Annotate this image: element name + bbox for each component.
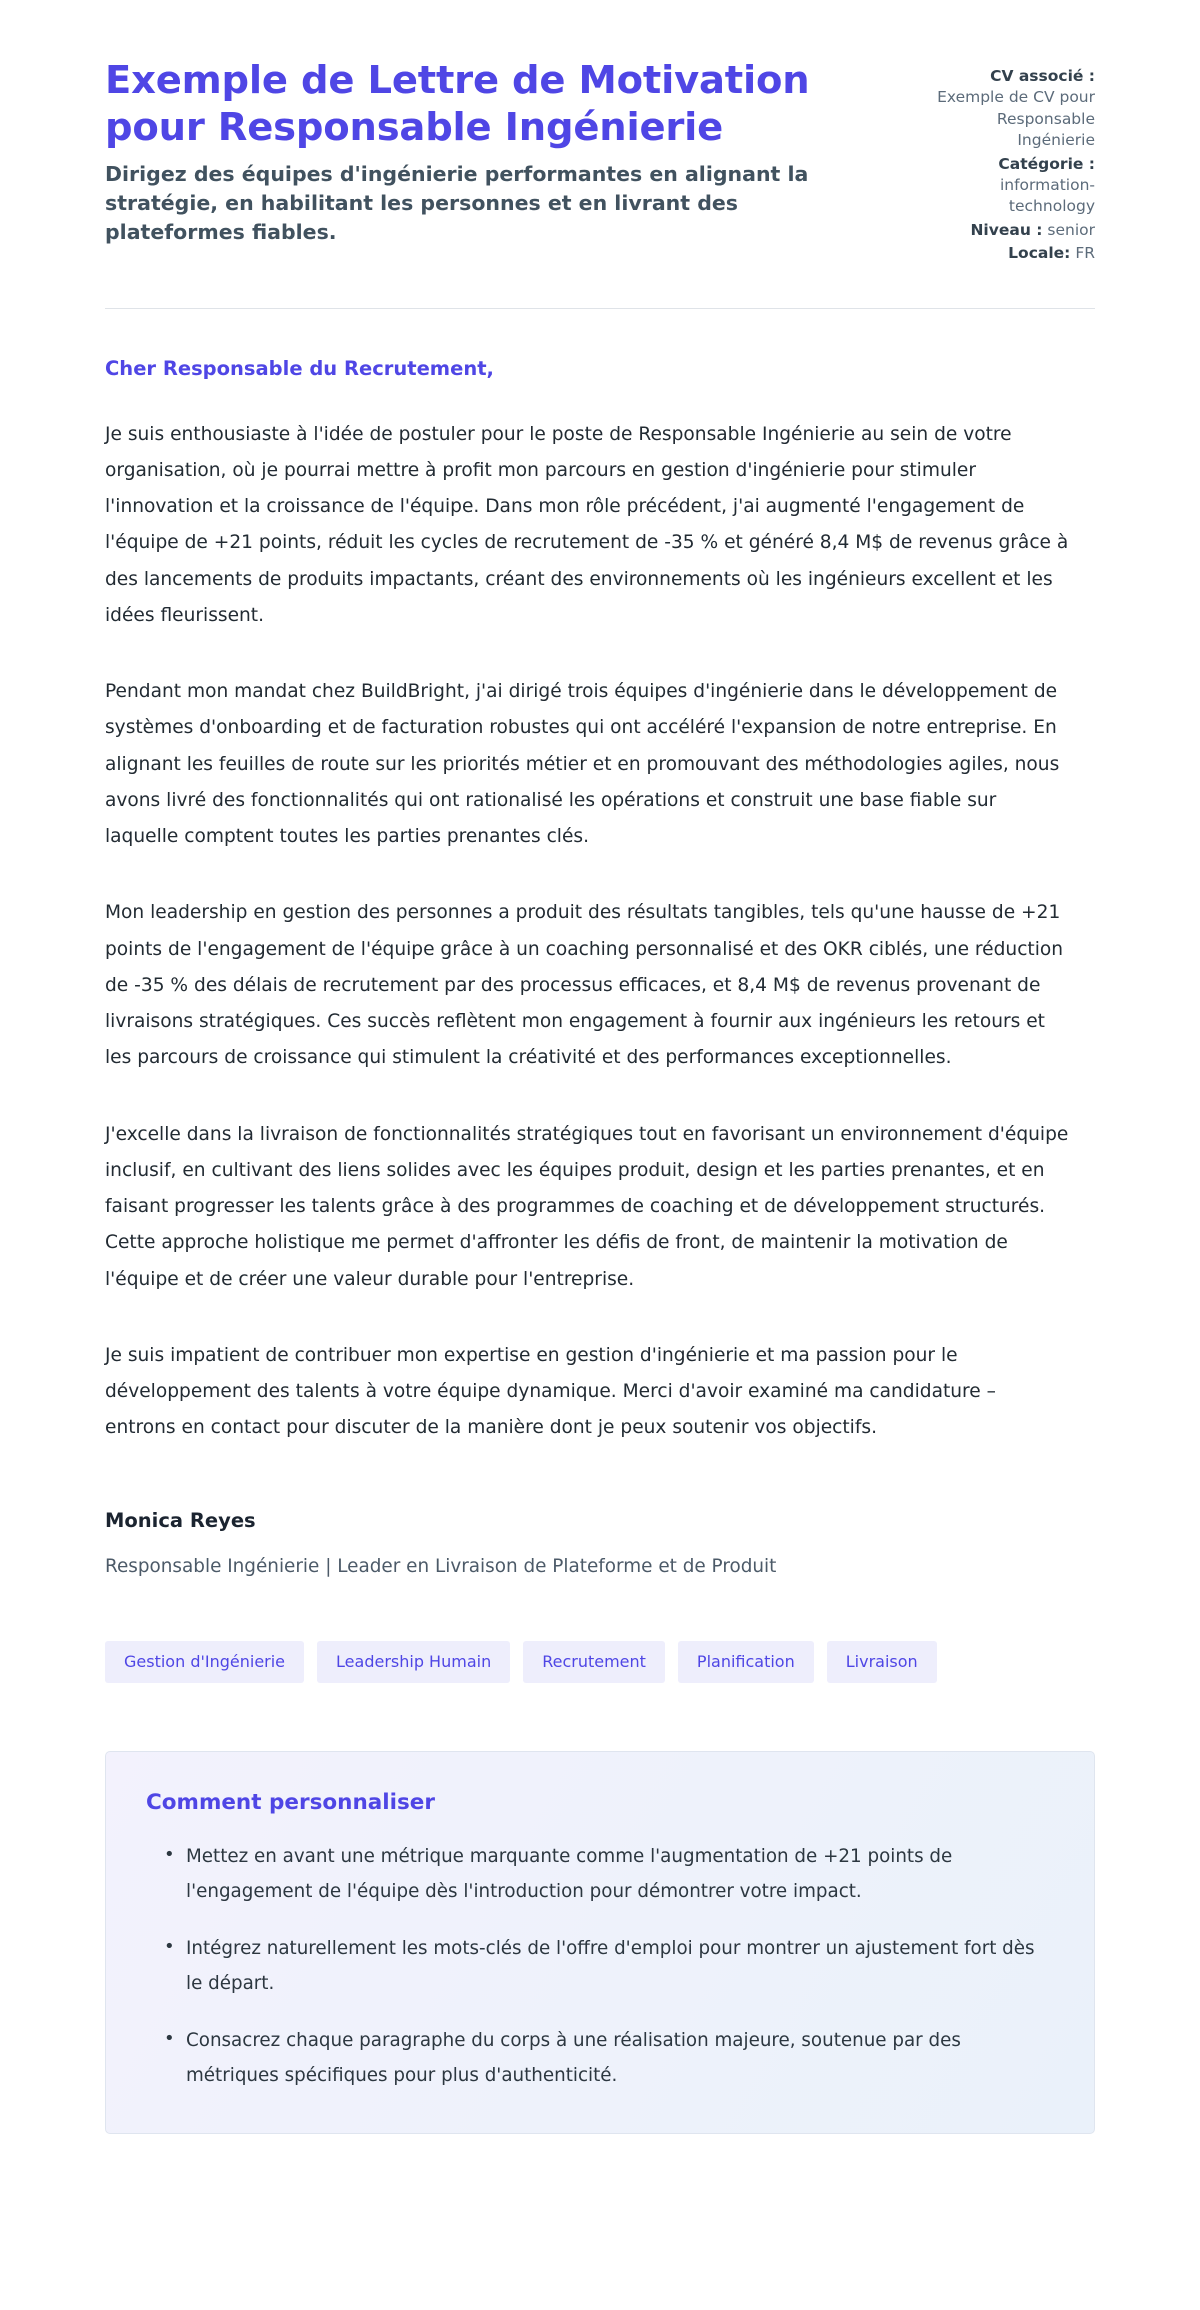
meta-associated-cv-value: Exemple de CV pour Responsable Ingénierie bbox=[937, 88, 1095, 150]
tag-chip[interactable]: Leadership Humain bbox=[317, 1641, 510, 1683]
letter-paragraph: Pendant mon mandat chez BuildBright, j'ai dirigé trois équipes d'ingénierie dans le développement de systèmes d'onboarding et de facturation robustes qui ont accéléré l'expansion de notre entreprise. En alignant les feuilles de route sur les priorités métier et en promouvant des méthodologies agiles, nous avons livré des fonctionnalités qui ont rationalisé les opérations et construit une base fiable sur laquelle comptent toutes les parties prenantes clés. bbox=[105, 681, 1060, 848]
tag-list bbox=[105, 1581, 1095, 1683]
callout-list-item: • Mettez en avant une métrique marquante comme l'augmentation de +21 points de l'engagement de l'équipe dès l'introduction pour démontrer votre impact. bbox=[170, 1839, 1054, 1909]
customization-callout bbox=[105, 1751, 1095, 2135]
meta-associated-cv-label: CV associé : bbox=[990, 67, 1095, 85]
letter-paragraph: Je suis impatient de contribuer mon expertise en gestion d'ingénierie et ma passion pour le développement des talents à votre équipe dynamique. Merci d'avoir examiné ma candidature – entrons en contact pour discuter de la manière dont je peux soutenir vos objectifs. bbox=[105, 1344, 996, 1439]
meta-locale bbox=[935, 243, 1095, 264]
document-header bbox=[105, 40, 1095, 266]
tag-chip[interactable]: Gestion d'Ingénierie bbox=[105, 1641, 304, 1683]
meta-level-label: Niveau : bbox=[970, 220, 1043, 239]
letter-paragraph: Je suis enthousiaste à l'idée de postuler pour le poste de Responsable Ingénierie au sein de votre organisation, où je pourrai mettre à profit mon parcours en gestion d'ingénierie pour stimuler l'innovation et la croissance de l'équipe. Dans mon rôle précédent, j'ai augmenté l'engagement de l'équipe de +21 points, réduit les cycles de recrutement de -35 % et généré 8,4 M$ de revenus grâce à des lancements de produits impactants, créant des environnements où les ingénieurs excellent et les idées fleurissent. bbox=[105, 423, 1069, 626]
signature-block bbox=[105, 1447, 1095, 1581]
meta-category bbox=[935, 154, 1095, 218]
document-metadata bbox=[935, 58, 1095, 266]
tag-chip[interactable]: Livraison bbox=[827, 1641, 937, 1683]
callout-title: Comment personnaliser bbox=[146, 1789, 435, 1815]
meta-level-value: senior bbox=[1047, 220, 1095, 239]
letter-salutation: Cher Responsable du Recrutement, bbox=[105, 357, 494, 381]
signer-role: Responsable Ingénierie | Leader en Livraison de Plateforme et de Produit bbox=[105, 1555, 777, 1577]
meta-level bbox=[935, 220, 1095, 241]
callout-list-item: • Consacrez chaque paragraphe du corps à une réalisation majeure, soutenue par des métriques spécifiques pour plus d'authenticité. bbox=[170, 2023, 1054, 2093]
letter-paragraph: J'excelle dans la livraison de fonctionnalités stratégiques tout en favorisant un environnement d'équipe inclusif, en cultivant des liens solides avec les équipes produit, design et les parties prenantes, et en faisant progresser les talents grâce à des programmes de coaching et de développement structurés. Cette approche holistique me permet d'affronter les défis de front, de maintenir la motivation de l'équipe et de créer une valeur durable pour l'entreprise. bbox=[105, 1123, 1069, 1290]
header-left-column bbox=[105, 58, 840, 247]
letter-body bbox=[105, 309, 1095, 1446]
tag-chip[interactable]: Planification bbox=[678, 1641, 814, 1683]
tag-chip[interactable]: Recrutement bbox=[523, 1641, 665, 1683]
callout-list-item: • Intégrez naturellement les mots-clés de l'offre d'emploi pour montrer un ajustement fort dès le départ. bbox=[170, 1931, 1054, 2001]
callout-list bbox=[146, 1839, 1054, 2094]
page-title: Exemple de Lettre de Motivation pour Responsable Ingénierie bbox=[105, 58, 810, 150]
meta-category-label: Catégorie : bbox=[998, 154, 1095, 173]
letter-paragraph: Mon leadership en gestion des personnes a produit des résultats tangibles, tels qu'une hausse de +21 points de l'engagement de l'équipe grâce à un coaching personnalisé et des OKR ciblés, une réduction de -35 % des délais de recrutement par des processus efficaces, et 8,4 M$ de revenus provenant de livraisons stratégiques. Ces succès reflètent mon engagement à fournir aux ingénieurs les retours et les parcours de croissance qui stimulent la créativité et des performances exceptionnelles. bbox=[105, 902, 1064, 1069]
signer-name: Monica Reyes bbox=[105, 1508, 256, 1532]
page-subtitle: Dirigez des équipes d'ingénierie performantes en alignant la stratégie, en habilitant les personnes et en livrant des plateformes fiables. bbox=[105, 161, 809, 245]
meta-locale-value: FR bbox=[1075, 244, 1095, 262]
meta-category-value: information-technology bbox=[999, 175, 1095, 216]
meta-locale-label: Locale: bbox=[1008, 244, 1071, 262]
meta-associated-cv bbox=[935, 66, 1095, 152]
